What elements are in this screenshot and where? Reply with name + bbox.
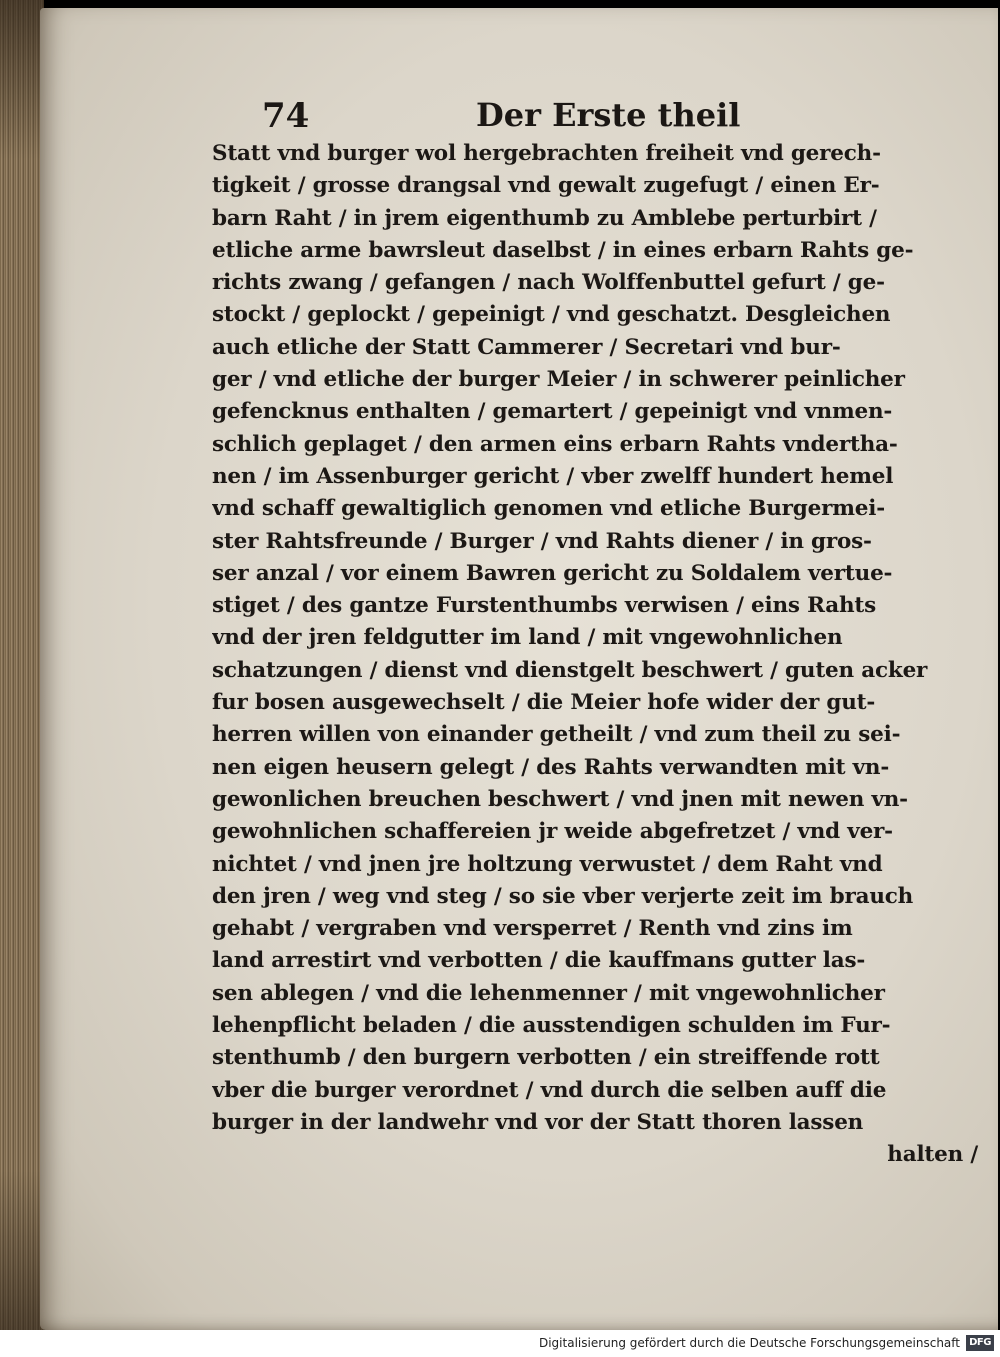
text-line: etliche arme bawrsleut daselbst / in eines erbarn Rahts ge-	[212, 237, 914, 263]
text-line: ger / vnd etliche der burger Meier / in schwerer peinlicher	[212, 367, 905, 393]
text-line: nen eigen heusern gelegt / des Rahts verwandten mit vn-	[212, 754, 890, 780]
text-line: den jren / weg vnd steg / so sie vber verjerte zeit im brauch	[212, 883, 914, 909]
text-line: barn Raht / in jrem eigenthumb zu Amblebe perturbirt /	[212, 205, 877, 231]
footer-credit: Digitalisierung gefördert durch die Deutsche Forschungsgemeinschaft	[538, 1336, 960, 1350]
text-line: gefencknus enthalten / gemartert / gepeinigt vnd vnmen-	[212, 399, 893, 425]
text-line: lehenpflicht beladen / die ausstendigen schulden im Fur-	[212, 1013, 891, 1039]
footer-bar	[0, 1330, 1000, 1357]
text-line: stiget / des gantze Furstenthumbs verwisen / eins Rahts	[212, 593, 877, 619]
text-line: nen / im Assenburger gericht / vber zwelff hundert hemel	[212, 463, 894, 489]
page-header	[262, 96, 782, 144]
text-line: Statt vnd burger wol hergebrachten freiheit vnd gerech-	[212, 141, 881, 166]
text-line: auch etliche der Statt Cammerer / Secretari vnd bur-	[212, 334, 841, 360]
text-line: tigkeit / grosse drangsal vnd gewalt zugefugt / einen Er-	[212, 173, 880, 199]
text-line: schlich geplaget / den armen eins erbarn Rahts vndertha-	[212, 431, 898, 457]
text-line: sen ablegen / vnd die lehenmenner / mit vngewohnlicher	[212, 980, 885, 1006]
text-line: gewonlichen breuchen beschwert / vnd jnen mit newen vn-	[212, 786, 908, 812]
text-line: nichtet / vnd jnen jre holtzung verwustet / dem Raht vnd	[212, 851, 883, 877]
text-line: stockt / geplockt / gepeinigt / vnd geschatzt. Desgleichen	[212, 302, 891, 328]
text-line: stenthumb / den burgern verbotten / ein streiffende rott	[212, 1045, 880, 1071]
text-block	[212, 138, 982, 1172]
text-line: gewohnlichen schaffereien jr weide abgefretzet / vnd ver-	[212, 819, 893, 845]
text-line: vnd schaff gewaltiglich genomen vnd etliche Burgermei-	[212, 496, 885, 522]
text-line: schatzungen / dienst vnd dienstgelt beschwert / guten acker	[212, 657, 928, 683]
text-line: fur bosen ausgewechselt / die Meier hofe wider der gut-	[212, 690, 876, 716]
text-line: ster Rahtsfreunde / Burger / vnd Rahts diener / in gros-	[212, 528, 872, 554]
text-line: land arrestirt vnd verbotten / die kauffmans gutter las-	[212, 948, 866, 974]
text-line: vber die burger verordnet / vnd durch die selben auff die	[212, 1077, 887, 1103]
dfg-logo: DFG	[966, 1335, 994, 1351]
text-line: herren willen von einander getheilt / vnd zum theil zu sei-	[212, 722, 901, 748]
page-number: 74	[262, 96, 310, 136]
text-line: ser anzal / vor einem Bawren gericht zu Soldalem vertue-	[212, 560, 893, 586]
text-line: burger in der landwehr vnd vor der Statt thoren lassen	[212, 1109, 864, 1135]
book-fore-edge-shade	[0, 0, 44, 1330]
running-head: Der Erste theil	[476, 96, 741, 134]
text-line: gehabt / vergraben vnd versperret / Renth vnd zins im	[212, 916, 853, 942]
text-line: richts zwang / gefangen / nach Wolffenbuttel gefurt / ge-	[212, 270, 885, 296]
catchword: halten /	[887, 1142, 978, 1168]
text-line: vnd der jren feldgutter im land / mit vngewohnlichen	[212, 625, 843, 651]
